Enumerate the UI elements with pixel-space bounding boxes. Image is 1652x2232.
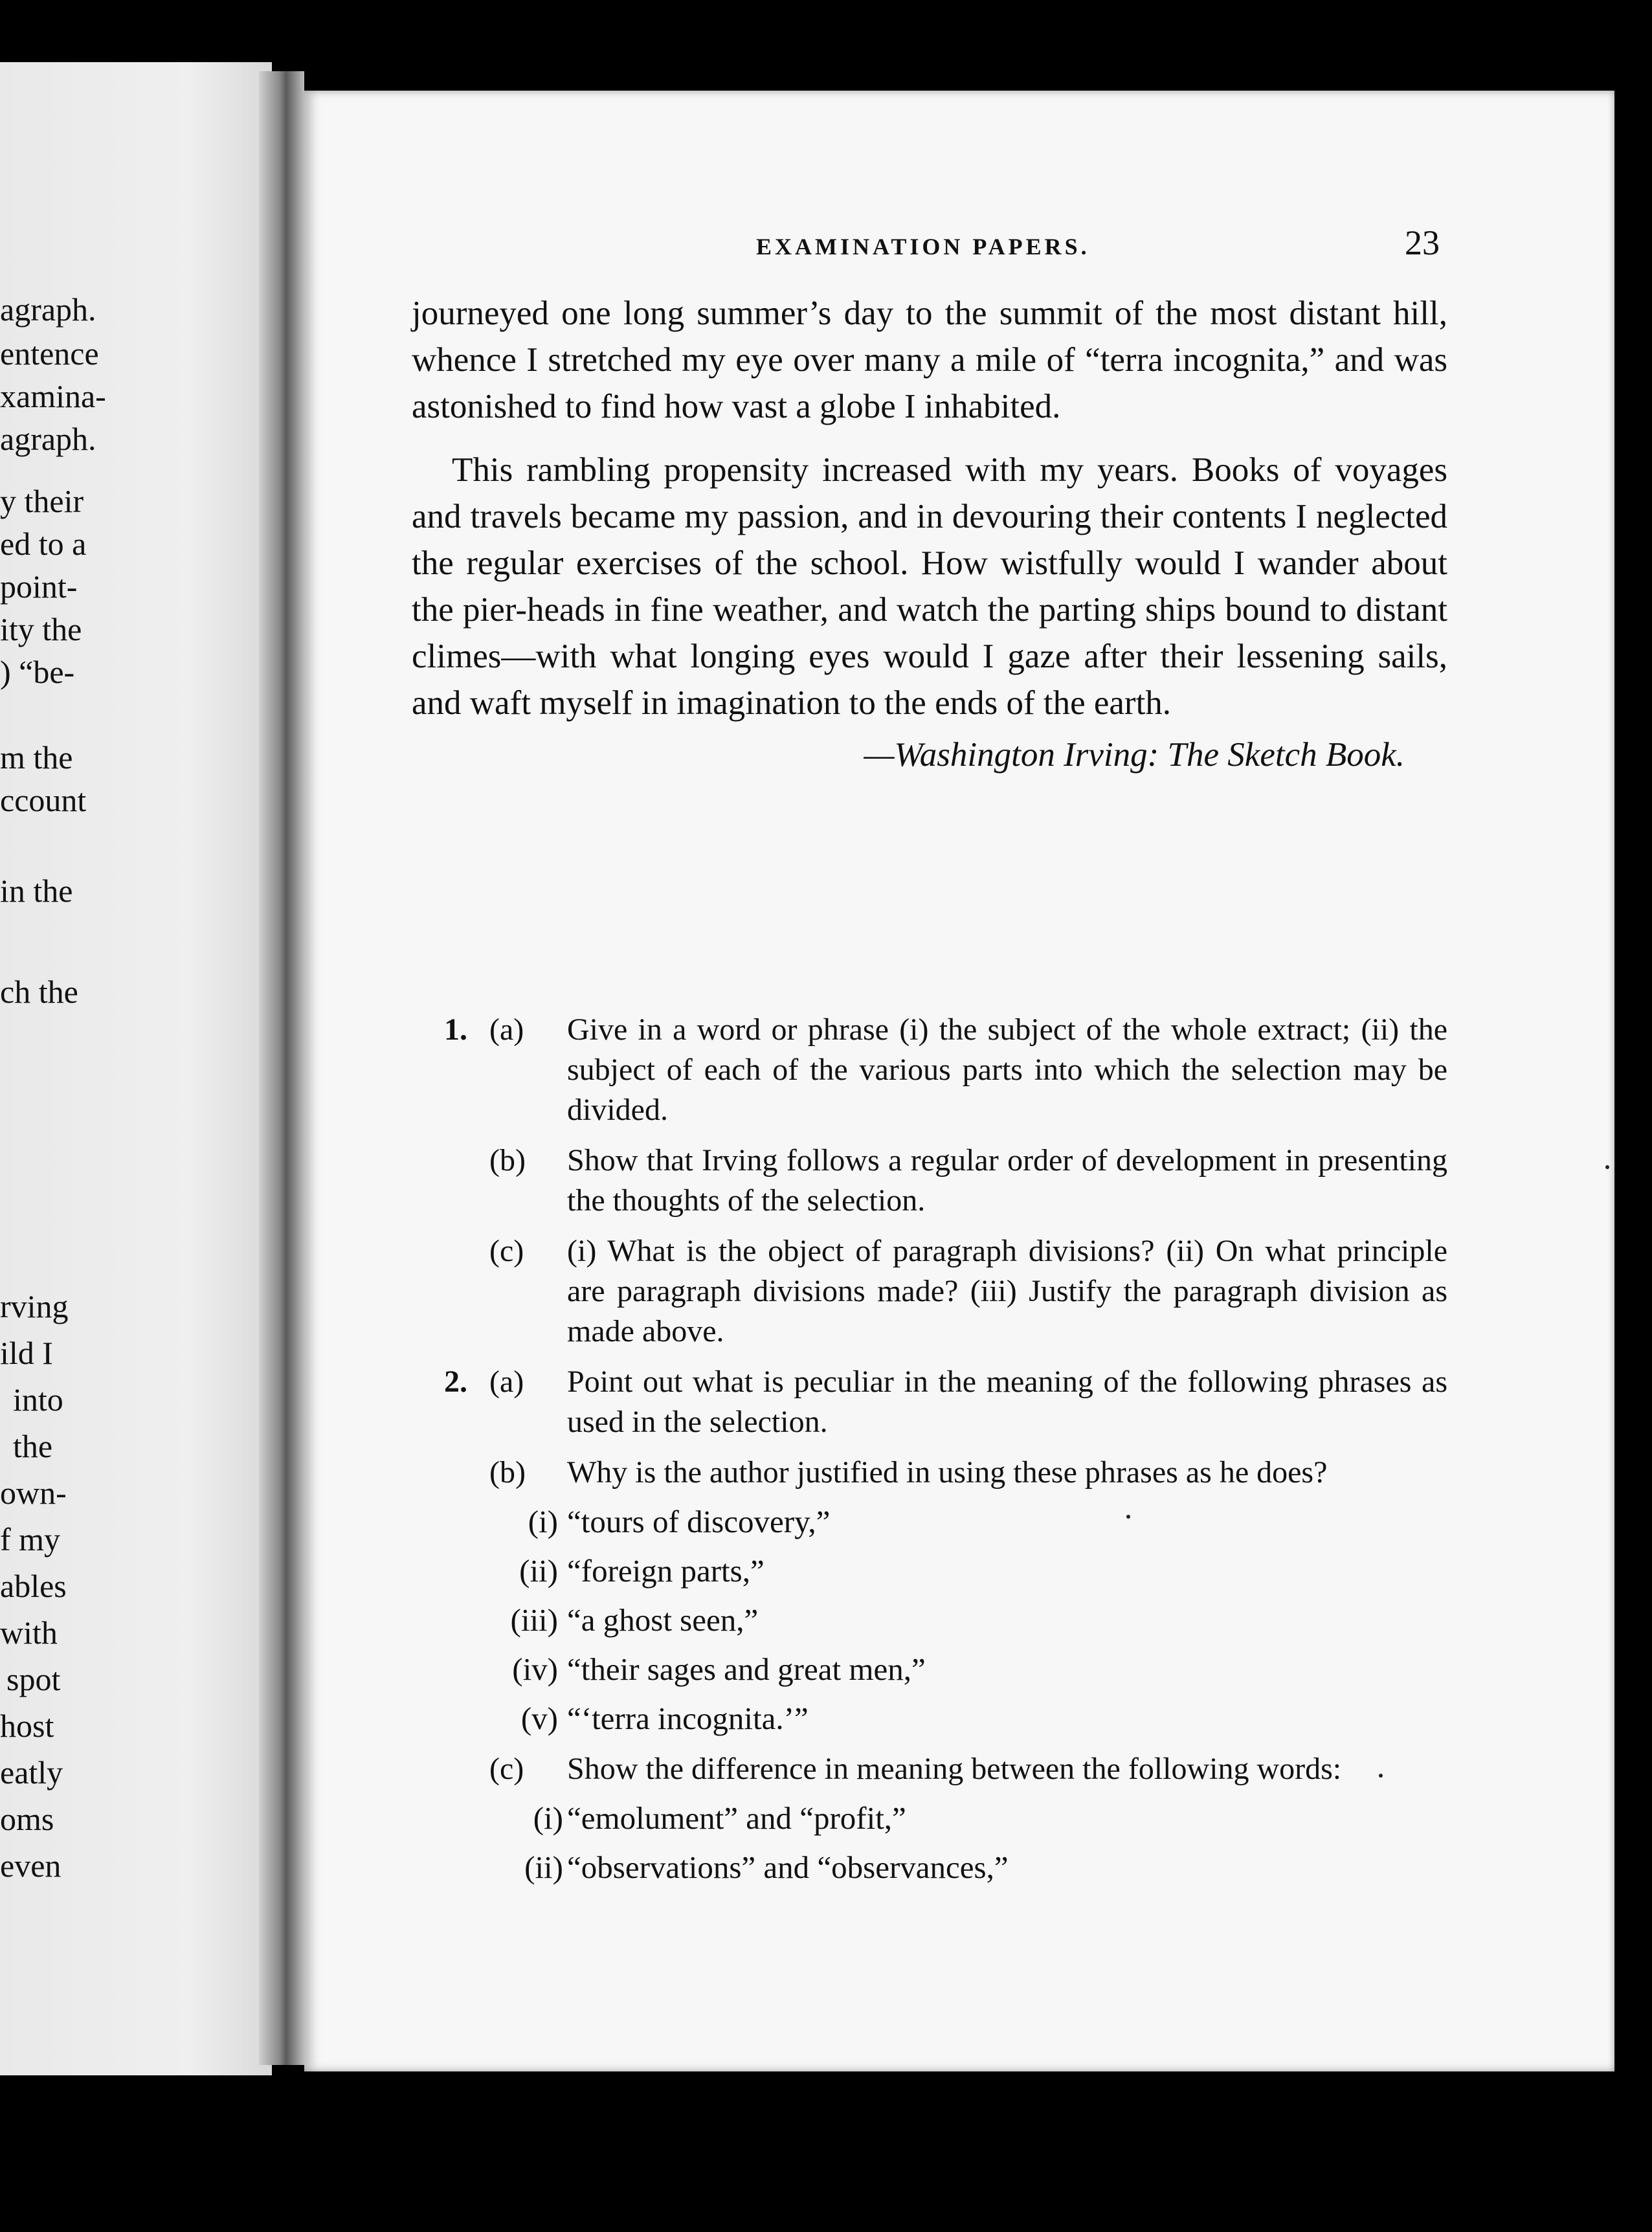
facing-page-fragment: even bbox=[0, 1847, 61, 1884]
facing-page-fragment: ed to a bbox=[0, 526, 87, 562]
passage-paragraph: journeyed one long summer’s day to the summit of the most distant hill, whence I stretched my eye over many a mile of “terra incognita,” and was astonished to find how vast a globe I inhabited. bbox=[412, 295, 1447, 425]
facing-page-fragment: point- bbox=[0, 568, 78, 605]
scan-speck bbox=[1605, 1165, 1609, 1169]
facing-page-fragment: ccount bbox=[0, 782, 87, 818]
question-item bbox=[412, 1453, 1447, 1493]
phrase-item bbox=[412, 1649, 1447, 1690]
facing-page-fragment: agraph. bbox=[0, 421, 96, 457]
facing-page-fragment: agraph. bbox=[0, 291, 96, 328]
phrase-numeral: (iii) bbox=[510, 1602, 558, 1638]
phrase-item bbox=[412, 1699, 1447, 1739]
phrase-item bbox=[412, 1502, 1447, 1542]
passage-paragraph: This rambling propensity increased with my years. Books of voyages and travels became my passion, and in devouring their contents I neglected the regular exercises of the school. How wistfully would I wander about the pier-heads in fine weather, and watch the parting ships bound to distant climes—with what longing eyes would I gaze after their lessening sails, and waft myself in imagination to the ends of the earth. bbox=[412, 451, 1447, 722]
facing-page-fragment: ch the bbox=[0, 974, 78, 1010]
phrase-numeral: (ii) bbox=[519, 1553, 558, 1589]
phrase-text: “foreign parts,” bbox=[567, 1553, 765, 1589]
word-pair-text: “emolument” and “profit,” bbox=[567, 1800, 906, 1836]
question-part-text: Why is the author justified in using these phrases as he does? bbox=[567, 1455, 1328, 1490]
phrase-text: “a ghost seen,” bbox=[567, 1602, 759, 1638]
facing-page-fragment: rving bbox=[0, 1288, 69, 1324]
facing-page-fragment: spot bbox=[6, 1661, 61, 1697]
facing-page-fragment: y their bbox=[0, 483, 84, 519]
question-part-text: Give in a word or phrase (i) the subject of the whole extract; (ii) the subject of each of the various parts into which the selection may be divided. bbox=[567, 1012, 1447, 1127]
question-item bbox=[412, 1362, 1447, 1442]
question-number: 1. bbox=[444, 1012, 467, 1047]
question-part-text: Show the difference in meaning between the following words: bbox=[567, 1752, 1342, 1786]
question-part-label: (c) bbox=[489, 1234, 524, 1268]
facing-page-fragment: into bbox=[13, 1381, 63, 1418]
question-item bbox=[412, 1231, 1447, 1352]
facing-page-fragment: in the bbox=[0, 873, 73, 909]
scan-speck bbox=[1126, 1515, 1130, 1519]
book-page bbox=[304, 91, 1614, 2071]
phrase-text: “‘terra incognita.’” bbox=[567, 1701, 809, 1736]
question-item bbox=[412, 1141, 1447, 1221]
word-pair-numeral: (i) bbox=[533, 1800, 563, 1836]
word-pair-item bbox=[412, 1798, 1447, 1838]
running-head: EXAMINATION PAPERS. bbox=[756, 234, 1090, 260]
facing-page-fragment: oms bbox=[0, 1801, 54, 1837]
question-part-text: (i) What is the object of paragraph divisions? (ii) On what principle are paragraph divisions made? (iii) Justify the paragraph division as made above. bbox=[567, 1234, 1447, 1348]
word-pair-item bbox=[412, 1847, 1447, 1888]
facing-page-fragment: eatly bbox=[0, 1754, 63, 1791]
question-part-text: Point out what is peculiar in the meaning of the following phrases as used in the selection. bbox=[567, 1365, 1447, 1439]
question-part-label: (b) bbox=[489, 1455, 526, 1490]
facing-page-fragment: ables bbox=[0, 1568, 67, 1604]
page-header bbox=[304, 223, 1614, 265]
question-part-label: (a) bbox=[489, 1012, 524, 1047]
phrase-text: “tours of discovery,” bbox=[567, 1504, 831, 1539]
question-item bbox=[412, 1010, 1447, 1130]
facing-page-fragment: ) “be- bbox=[0, 654, 75, 690]
facing-page-fragment: the bbox=[13, 1428, 53, 1464]
facing-page-fragment: f my bbox=[0, 1521, 61, 1557]
phrase-text: “their sages and great men,” bbox=[567, 1651, 926, 1687]
facing-page-fragment: entence bbox=[0, 335, 99, 372]
page-number: 23 bbox=[1405, 223, 1440, 262]
question-part-label: (c) bbox=[489, 1752, 524, 1786]
facing-page-fragment: own- bbox=[0, 1475, 67, 1511]
attribution: —Washington Irving: The Sketch Book. bbox=[864, 736, 1405, 774]
question-list bbox=[412, 1010, 1447, 1888]
word-pair-numeral: (ii) bbox=[524, 1849, 563, 1885]
facing-page-fragment: ild I bbox=[0, 1335, 53, 1371]
book-gutter bbox=[259, 71, 304, 2065]
facing-page-fragment: ity the bbox=[0, 611, 82, 647]
question-part-label: (b) bbox=[489, 1143, 526, 1177]
phrase-numeral: (i) bbox=[528, 1504, 558, 1539]
passage bbox=[412, 290, 1447, 778]
facing-page-fragment: with bbox=[0, 1614, 58, 1651]
question-part-text: Show that Irving follows a regular order of development in presenting the thoughts of the selection. bbox=[567, 1143, 1447, 1218]
facing-page-fragment: m the bbox=[0, 739, 73, 776]
facing-page bbox=[0, 62, 272, 2075]
phrase-item bbox=[412, 1551, 1447, 1591]
phrase-item bbox=[412, 1600, 1447, 1640]
scan-speck bbox=[1379, 1774, 1383, 1778]
facing-page-fragment: xamina- bbox=[0, 378, 106, 414]
phrase-numeral: (v) bbox=[520, 1701, 558, 1736]
phrase-list bbox=[412, 1502, 1447, 1739]
question-number: 2. bbox=[444, 1365, 467, 1399]
word-pair-list bbox=[412, 1798, 1447, 1888]
word-pair-text: “observations” and “observances,” bbox=[567, 1849, 1009, 1885]
facing-page-fragment: host bbox=[0, 1708, 54, 1744]
phrase-numeral: (iv) bbox=[512, 1651, 558, 1687]
question-part-label: (a) bbox=[489, 1365, 524, 1399]
question-item bbox=[412, 1749, 1447, 1789]
